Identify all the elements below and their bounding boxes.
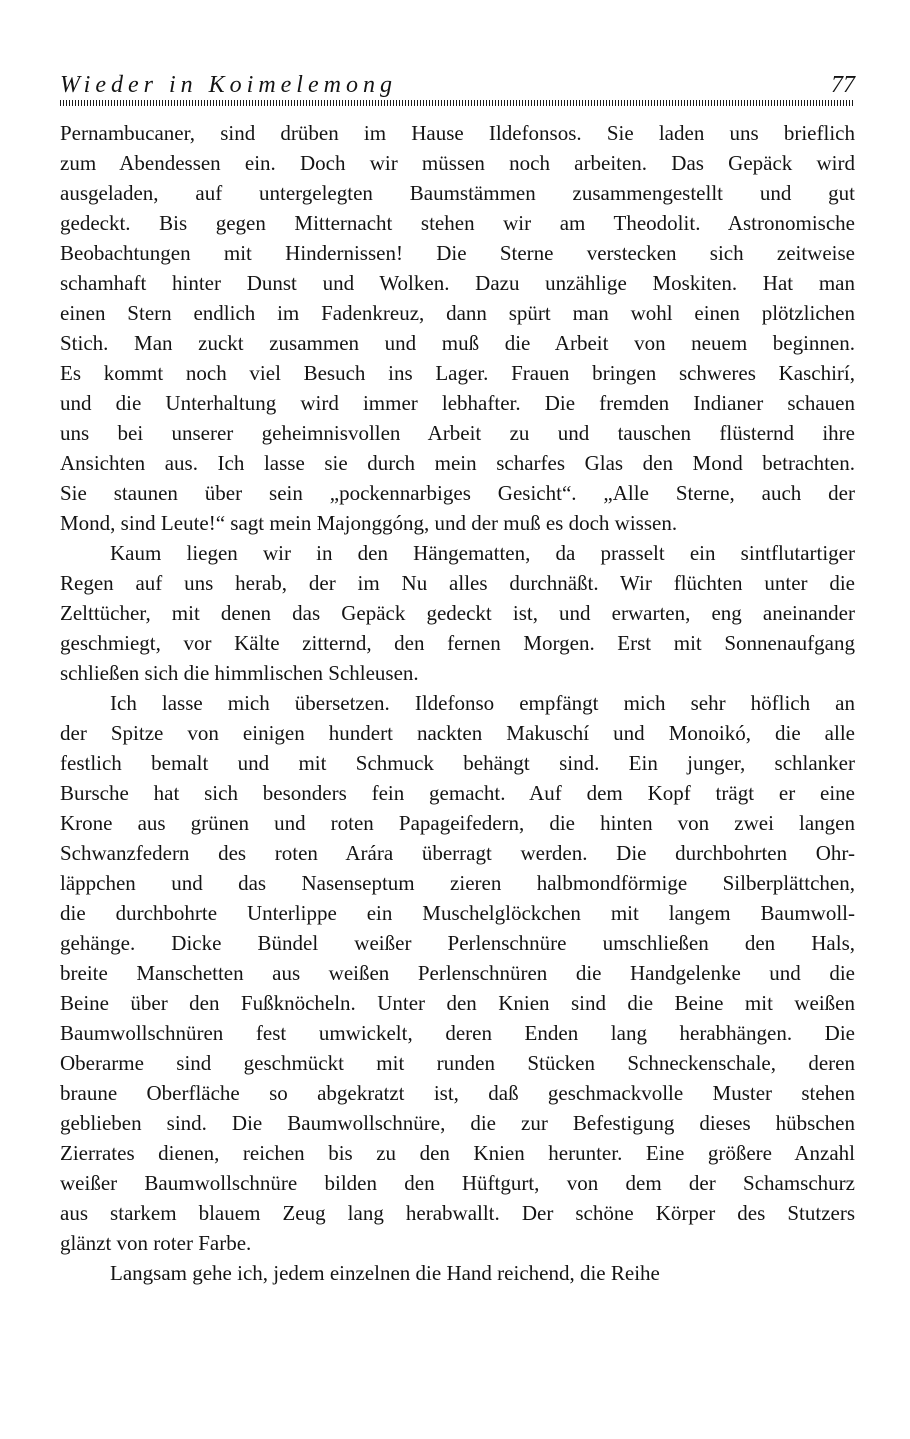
page-number: 77: [831, 72, 855, 98]
text-line: Sie staunen über sein „pockennarbiges Gesicht“. „Alle Sterne, auch der: [60, 481, 855, 505]
text-line: die durchbohrte Unterlippe ein Muschelglöckchen mit langem Baumwoll-: [60, 901, 855, 925]
text-line: Pernambucaner, sind drüben im Hause Ildefonsos. Sie laden uns brieflich: [60, 121, 855, 145]
text-line: glänzt von roter Farbe.: [60, 1231, 252, 1255]
text-line: Schwanzfedern des roten Arára überragt werden. Die durchbohrten Ohr-: [60, 841, 855, 865]
text-line: Mond, sind Leute!“ sagt mein Majonggóng, und der muß es doch wissen.: [60, 511, 678, 535]
text-line: ausgeladen, auf untergelegten Baumstämmen zusammengestellt und gut: [60, 181, 855, 205]
header-rule: [60, 100, 855, 106]
text-line: Langsam gehe ich, jedem einzelnen die Hand reichend, die Reihe: [110, 1261, 660, 1285]
text-line: weißer Baumwollschnüre bilden den Hüftgurt, von dem der Schamschurz: [60, 1171, 855, 1195]
text-line: Kaum liegen wir in den Hängematten, da prasselt ein sintflutartiger: [110, 541, 855, 565]
text-line: Zierrates dienen, reichen bis zu den Knien herunter. Eine größere Anzahl: [60, 1141, 855, 1165]
text-line: breite Manschetten aus weißen Perlenschnüren die Handgelenke und die: [60, 961, 855, 985]
text-line: Stich. Man zuckt zusammen und muß die Arbeit von neuem beginnen.: [60, 331, 855, 355]
text-line: geblieben sind. Die Baumwollschnüre, die zur Befestigung dieses hübschen: [60, 1111, 855, 1135]
text-line: schließen sich die himmlischen Schleusen.: [60, 661, 419, 685]
text-line: Ansichten aus. Ich lasse sie durch mein scharfes Glas den Mond betrachten.: [60, 451, 855, 475]
paragraph: [60, 538, 855, 688]
text-line: Bursche hat sich besonders fein gemacht. Auf dem Kopf trägt er eine: [60, 781, 855, 805]
text-line: gedeckt. Bis gegen Mitternacht stehen wir am Theodolit. Astronomische: [60, 211, 855, 235]
text-line: aus starkem blauem Zeug lang herabwallt. Der schöne Körper des Stutzers: [60, 1201, 855, 1225]
text-line: Regen auf uns herab, der im Nu alles durchnäßt. Wir flüchten unter die: [60, 571, 855, 595]
text-line: Zelttücher, mit denen das Gepäck gedeckt ist, und erwarten, eng aneinander: [60, 601, 855, 625]
text-line: Baumwollschnüren fest umwickelt, deren Enden lang herabhängen. Die: [60, 1021, 855, 1045]
text-line: läppchen und das Nasenseptum zieren halbmondförmige Silberplättchen,: [60, 871, 855, 895]
text-line: Ich lasse mich übersetzen. Ildefonso empfängt mich sehr höflich an: [110, 691, 855, 715]
running-title: Wieder in Koimelemong: [60, 72, 397, 98]
text-line: braune Oberfläche so abgekratzt ist, daß geschmackvolle Muster stehen: [60, 1081, 855, 1105]
text-line: gehänge. Dicke Bündel weißer Perlenschnüre umschließen den Hals,: [60, 931, 855, 955]
text-line: Es kommt noch viel Besuch ins Lager. Frauen bringen schweres Kaschirí,: [60, 361, 855, 385]
text-line: zum Abendessen ein. Doch wir müssen noch arbeiten. Das Gepäck wird: [60, 151, 855, 175]
text-line: Krone aus grünen und roten Papageifedern, die hinten von zwei langen: [60, 811, 855, 835]
text-line: schamhaft hinter Dunst und Wolken. Dazu unzählige Moskiten. Hat man: [60, 271, 855, 295]
text-line: der Spitze von einigen hundert nackten Makuschí und Monoikó, die alle: [60, 721, 855, 745]
text-line: Oberarme sind geschmückt mit runden Stücken Schneckenschale, deren: [60, 1051, 855, 1075]
book-page: [60, 70, 855, 1288]
text-line: Beobachtungen mit Hindernissen! Die Sterne verstecken sich zeitweise: [60, 241, 855, 265]
running-head: [60, 70, 855, 100]
paragraph: [60, 1258, 855, 1288]
body-text: [60, 118, 855, 1288]
text-line: uns bei unserer geheimnisvollen Arbeit zu und tauschen flüsternd ihre: [60, 421, 855, 445]
paragraph: [60, 688, 855, 1258]
text-line: geschmiegt, vor Kälte zitternd, den fernen Morgen. Erst mit Sonnenaufgang: [60, 631, 855, 655]
paragraph: [60, 118, 855, 538]
text-line: einen Stern endlich im Fadenkreuz, dann spürt man wohl einen plötzlichen: [60, 301, 855, 325]
text-line: festlich bemalt und mit Schmuck behängt sind. Ein junger, schlanker: [60, 751, 855, 775]
text-line: Beine über den Fußknöcheln. Unter den Knien sind die Beine mit weißen: [60, 991, 855, 1015]
text-line: und die Unterhaltung wird immer lebhafter. Die fremden Indianer schauen: [60, 391, 855, 415]
